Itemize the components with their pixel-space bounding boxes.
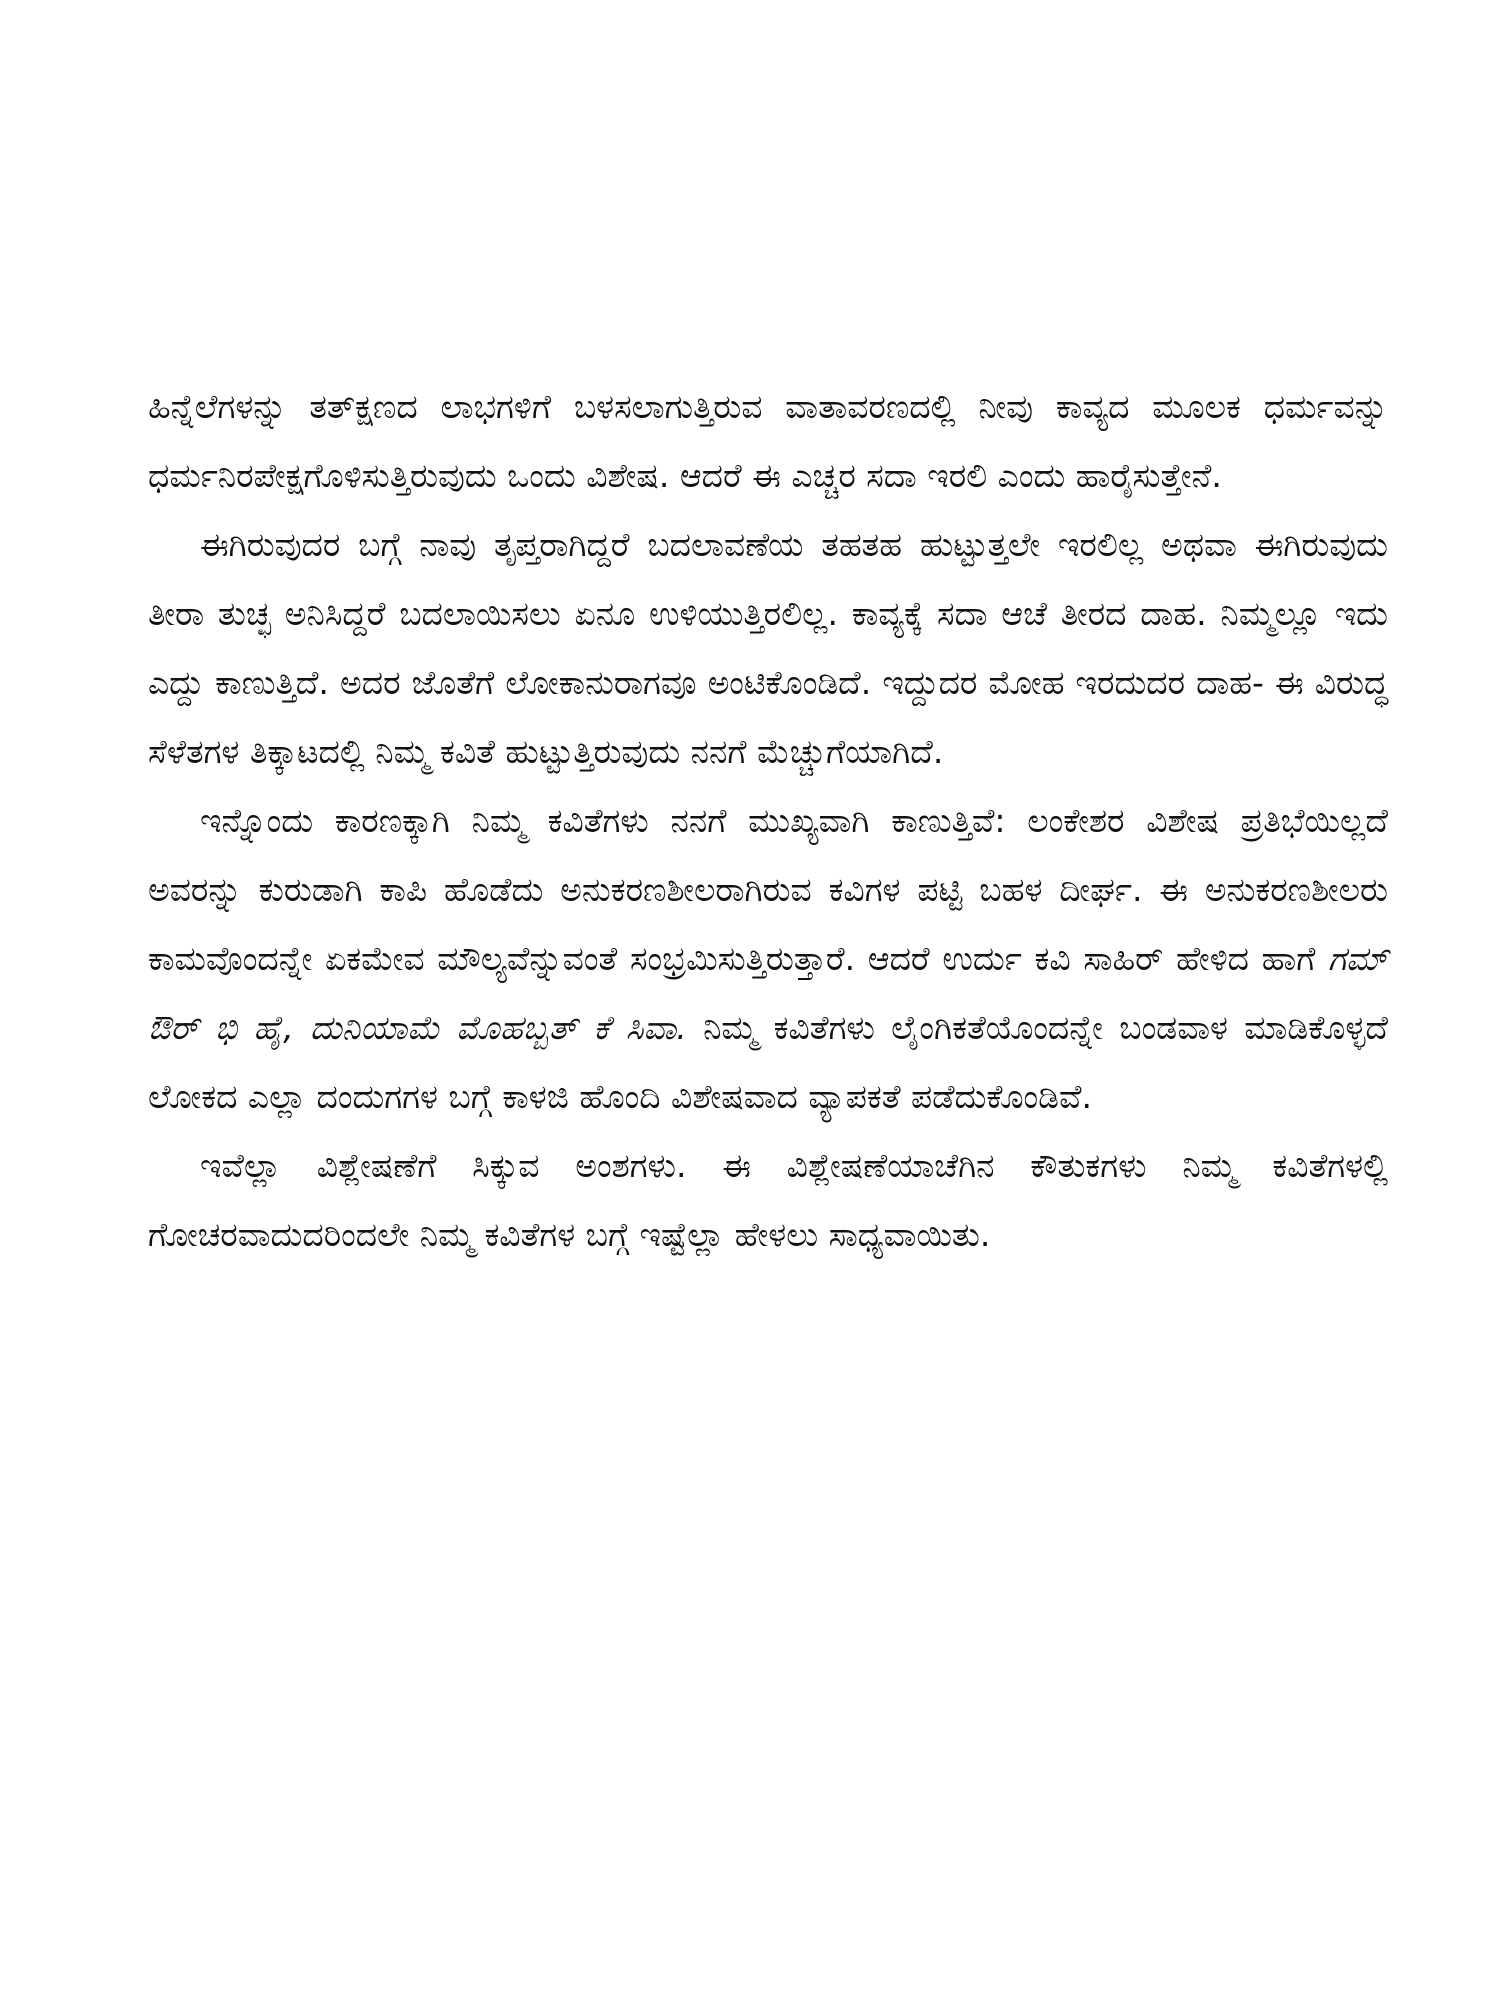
paragraph-4-text: ಇವೆಲ್ಲಾ ವಿಶ್ಲೇಷಣೆಗೆ ಸಿಕ್ಕುವ ಅಂಶಗಳು. ಈ ವಿಶ್ಲೇಷಣೆಯಾಚೆಗಿನ ಕೌತುಕಗಳು ನಿಮ್ಮ ಕವಿತೆಗಳಲ್ಲಿ ಗೋಚರವಾದುದರಿಂದಲೇ ನಿಮ್ಮ ಕವಿತೆಗಳ ಬಗ್ಗೆ ಇಷ್ಟೆಲ್ಲಾ ಹೇಳಲು ಸಾಧ್ಯವಾಯಿತು. bbox=[148, 1146, 1388, 1254]
paragraph-3-quotation: ಗಮ್ ಔರ್ ಭಿ ಹೈ, ದುನಿಯಾಮೆ ಮೊಹಬ್ಬತ್ ಕೆ ಸಿವಾ. bbox=[148, 939, 1388, 1047]
paragraph-3-text-end: ನಿಮ್ಮ ಕವಿತೆಗಳು ಲೈಂಗಿಕತೆಯೊಂದನ್ನೇ ಬಂಡವಾಳ ಮಾಡಿಕೊಳ್ಳದೆ ಲೋಕದ ಎಲ್ಲಾ ದಂದುಗಗಳ ಬಗ್ಗೆ ಕಾಳಜಿ ಹೊಂದಿ ವಿಶೇಷವಾದ ವ್ಯಾಪಕತೆ ಪಡೆದುಕೊಂಡಿವೆ. bbox=[148, 1008, 1388, 1116]
paragraph-3 bbox=[148, 786, 1388, 1131]
paragraph-1 bbox=[148, 372, 1388, 510]
paragraph-2 bbox=[148, 510, 1388, 786]
paragraph-1-text: ಹಿನ್ನೆಲೆಗಳನ್ನು ತತ್‌ಕ್ಷಣದ ಲಾಭಗಳಿಗೆ ಬಳಸಲಾಗುತ್ತಿರುವ ವಾತಾವರಣದಲ್ಲಿ ನೀವು ಕಾವ್ಯದ ಮೂಲಕ ಧರ್ಮವನ್ನು ಧರ್ಮನಿರಪೇಕ್ಷಗೊಳಿಸುತ್ತಿರುವುದು ಒಂದು ವಿಶೇಷ. ಆದರೆ ಈ ಎಚ್ಚರ ಸದಾ ಇರಲಿ ಎಂದು ಹಾರೈಸುತ್ತೇನೆ. bbox=[148, 387, 1388, 495]
paragraph-3-text-start: ಇನ್ನೊಂದು ಕಾರಣಕ್ಕಾಗಿ ನಿಮ್ಮ ಕವಿತೆಗಳು ನನಗೆ ಮುಖ್ಯವಾಗಿ ಕಾಣುತ್ತಿವೆ: ಲಂಕೇಶರ ವಿಶೇಷ ಪ್ರತಿಭೆಯಿಲ್ಲದೆ ಅವರನ್ನು ಕುರುಡಾಗಿ ಕಾಪಿ ಹೊಡೆದು ಅನುಕರಣಶೀಲರಾಗಿರುವ ಕವಿಗಳ ಪಟ್ಟಿ ಬಹಳ ದೀರ್ಘ. ಈ ಅನುಕರಣಶೀಲರು ಕಾಮವೊಂದನ್ನೇ ಏಕಮೇವ ಮೌಲ್ಯವೆನ್ನುವಂತೆ ಸಂಭ್ರಮಿಸುತ್ತಿರುತ್ತಾರೆ. ಆದರೆ ಉರ್ದು ಕವಿ ಸಾಹಿರ್ ಹೇಳಿದ ಹಾಗೆ bbox=[148, 801, 1388, 978]
paragraph-2-text: ಈಗಿರುವುದರ ಬಗ್ಗೆ ನಾವು ತೃಪ್ತರಾಗಿದ್ದರೆ ಬದಲಾವಣೆಯ ತಹತಹ ಹುಟ್ಟುತ್ತಲೇ ಇರಲಿಲ್ಲ ಅಥವಾ ಈಗಿರುವುದು ತೀರಾ ತುಚ್ಛ ಅನಿಸಿದ್ದರೆ ಬದಲಾಯಿಸಲು ಏನೂ ಉಳಿಯುತ್ತಿರಲಿಲ್ಲ. ಕಾವ್ಯಕ್ಕೆ ಸದಾ ಆಚೆ ತೀರದ ದಾಹ. ನಿಮ್ಮಲ್ಲೂ ಇದು ಎದ್ದು ಕಾಣುತ್ತಿದೆ. ಅದರ ಜೊತೆಗೆ ಲೋಕಾನುರಾಗವೂ ಅಂಟಿಕೊಂಡಿದೆ. ಇದ್ದುದರ ಮೋಹ ಇರದುದರ ದಾಹ- ಈ ವಿರುದ್ಧ ಸೆಳೆತಗಳ ತಿಕ್ಕಾಟದಲ್ಲಿ ನಿಮ್ಮ ಕವಿತೆ ಹುಟ್ಟುತ್ತಿರುವುದು ನನಗೆ ಮೆಚ್ಚುಗೆಯಾಗಿದೆ. bbox=[148, 525, 1388, 771]
paragraph-4 bbox=[148, 1131, 1388, 1269]
body-text bbox=[148, 372, 1388, 1269]
